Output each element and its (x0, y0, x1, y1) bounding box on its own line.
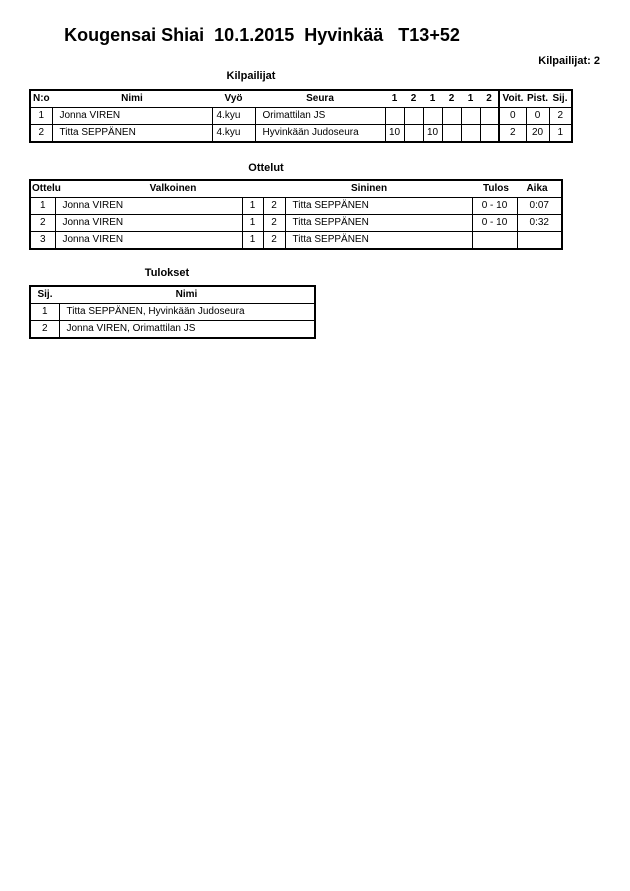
col-header-score-1: 1 (385, 90, 404, 108)
kilpailijat-header-row (30, 90, 572, 108)
cell-blue-player: Titta SEPPÄNEN (285, 198, 472, 215)
section-heading-tulokset: Tulokset (144, 267, 190, 279)
match-row (30, 215, 562, 232)
col-header-sininen: Sininen (350, 183, 388, 194)
cell-time (517, 232, 562, 250)
cell-score (480, 108, 499, 125)
cell-blue-player: Titta SEPPÄNEN (285, 232, 472, 250)
cell-score (404, 125, 423, 143)
cell-no: 2 (30, 125, 52, 143)
cell-blue-player: Titta SEPPÄNEN (285, 215, 472, 232)
cell-score (404, 108, 423, 125)
cell-vyo: 4.kyu (212, 125, 255, 143)
competitor-row (30, 108, 572, 125)
cell-placement: 2 (30, 321, 59, 339)
col-header-vyo: Vyö (212, 90, 255, 108)
cell-sij: 1 (549, 125, 572, 143)
tulokset-table (29, 285, 316, 339)
cell-white-number: 1 (242, 215, 263, 232)
cell-blue-number: 2 (263, 198, 285, 215)
cell-vyo: 4.kyu (212, 108, 255, 125)
col-header-ottelu: Ottelu (32, 183, 61, 194)
col-header-sij: Sij. (549, 90, 572, 108)
match-row (30, 232, 562, 250)
col-header-no: N:o (30, 90, 52, 108)
col-header-score-3: 1 (423, 90, 442, 108)
cell-voit: 2 (499, 125, 526, 143)
col-header-valkoinen: Valkoinen (149, 183, 197, 194)
col-header-score-4: 2 (442, 90, 461, 108)
cell-score (461, 108, 480, 125)
result-row (30, 304, 315, 321)
col-header-pist: Pist. (526, 90, 549, 108)
cell-white-number: 1 (242, 198, 263, 215)
cell-match-no: 1 (30, 198, 55, 215)
result-row (30, 321, 315, 339)
cell-nimi: Jonna VIREN (52, 108, 212, 125)
ottelut-table (29, 179, 563, 250)
cell-score (442, 108, 461, 125)
cell-white-number: 1 (242, 232, 263, 250)
cell-time: 0:07 (517, 198, 562, 215)
cell-blue-number: 2 (263, 232, 285, 250)
ottelut-header-strip (30, 180, 562, 198)
cell-score (442, 125, 461, 143)
cell-sij: 2 (549, 108, 572, 125)
col-header-seura: Seura (255, 90, 385, 108)
competitor-row (30, 125, 572, 143)
col-header-score-6: 2 (480, 90, 499, 108)
cell-score: 10 (385, 125, 404, 143)
cell-blue-number: 2 (263, 215, 285, 232)
col-header-sij: Sij. (30, 286, 59, 304)
cell-white-player: Jonna VIREN (55, 215, 242, 232)
kilpailijat-table (29, 89, 573, 143)
cell-name-club: Titta SEPPÄNEN, Hyvinkään Judoseura (59, 304, 315, 321)
col-header-voit: Voit. (499, 90, 526, 108)
cell-match-no: 3 (30, 232, 55, 250)
cell-score (385, 108, 404, 125)
cell-white-player: Jonna VIREN (55, 232, 242, 250)
cell-result: 0 - 10 (472, 215, 517, 232)
col-header-tulos: Tulos (483, 183, 509, 194)
col-header-nimi: Nimi (52, 90, 212, 108)
cell-nimi: Titta SEPPÄNEN (52, 125, 212, 143)
cell-score: 10 (423, 125, 442, 143)
page-title: Kougensai Shiai 10.1.2015 Hyvinkää T13+52 (64, 25, 460, 45)
cell-pist: 20 (526, 125, 549, 143)
cell-seura: Hyvinkään Judoseura (255, 125, 385, 143)
cell-score (461, 125, 480, 143)
cell-placement: 1 (30, 304, 59, 321)
match-row (30, 198, 562, 215)
cell-voit: 0 (499, 108, 526, 125)
cell-name-club: Jonna VIREN, Orimattilan JS (59, 321, 315, 339)
cell-result (472, 232, 517, 250)
cell-white-player: Jonna VIREN (55, 198, 242, 215)
cell-score (480, 125, 499, 143)
cell-seura: Orimattilan JS (255, 108, 385, 125)
competitors-count-label: Kilpailijat: 2 (538, 55, 600, 67)
col-header-score-2: 2 (404, 90, 423, 108)
cell-score (423, 108, 442, 125)
col-header-score-5: 1 (461, 90, 480, 108)
col-header-nimi: Nimi (59, 286, 315, 304)
cell-time: 0:32 (517, 215, 562, 232)
section-heading-ottelut: Ottelut (248, 162, 284, 174)
cell-pist: 0 (526, 108, 549, 125)
ottelut-header-row (30, 180, 562, 198)
tulokset-header-row (30, 286, 315, 304)
section-heading-kilpailijat: Kilpailijat (226, 70, 276, 82)
cell-result: 0 - 10 (472, 198, 517, 215)
cell-no: 1 (30, 108, 52, 125)
col-header-aika: Aika (526, 183, 548, 194)
cell-match-no: 2 (30, 215, 55, 232)
